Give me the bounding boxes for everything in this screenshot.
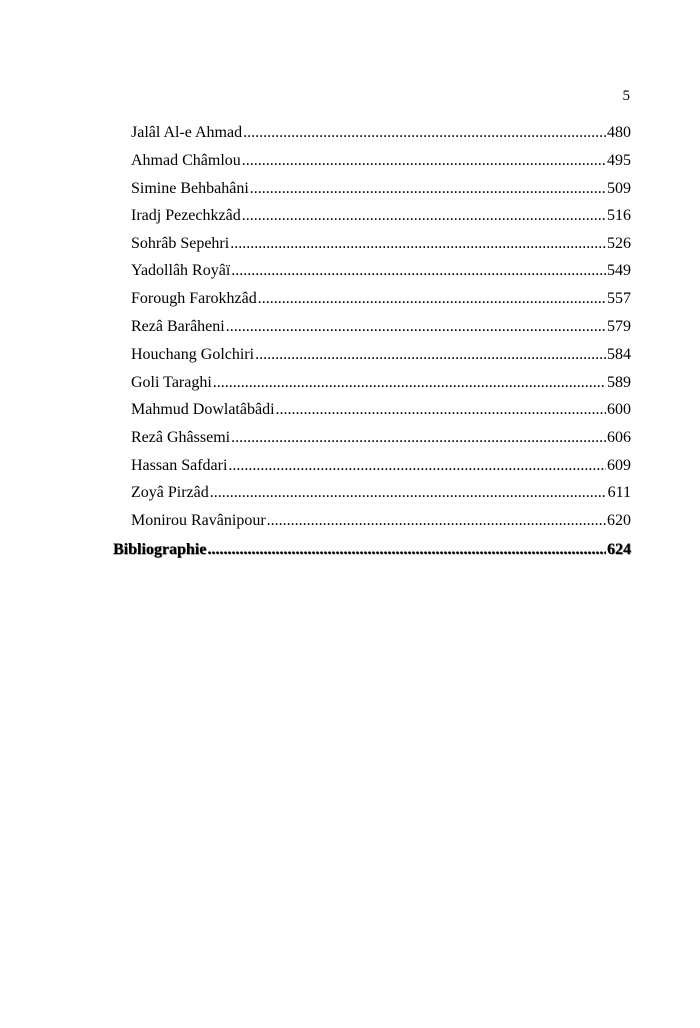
- toc-entry-page: 516: [607, 207, 631, 224]
- toc-entry-page: 557: [607, 290, 631, 307]
- toc-entry-title: Iradj Pezechkzâd: [131, 207, 241, 224]
- toc-entry-title: Monirou Ravânipour: [131, 512, 266, 529]
- toc-entry-title: Zoyâ Pirzâd: [131, 484, 209, 501]
- toc-leader-dots: [258, 288, 606, 310]
- toc-entry-page: 549: [607, 262, 631, 279]
- toc-entry-page: 600: [607, 401, 631, 418]
- toc-entry: [131, 455, 631, 477]
- toc-leader-dots: [231, 260, 606, 282]
- toc-leader-dots: [243, 122, 606, 144]
- toc-entry: [131, 178, 631, 200]
- toc-leader-dots: [250, 178, 606, 200]
- toc-leader-dots: [228, 455, 606, 477]
- toc-leader-dots: [255, 344, 606, 366]
- toc-entry-title: Jalâl Al-e Ahmad: [131, 124, 243, 141]
- toc-entry: [131, 150, 631, 172]
- toc-entry-title: Mahmud Dowlatâbâdi: [131, 401, 275, 418]
- toc-entry-title: Rezâ Ghâssemi: [131, 429, 231, 446]
- toc-leader-dots: [276, 399, 606, 421]
- toc-leader-dots: [242, 205, 606, 227]
- toc-leader-dots: [210, 482, 607, 504]
- toc-entry-page: 584: [607, 346, 631, 363]
- toc-entry: [131, 510, 631, 532]
- toc-entry-page: 480: [607, 124, 631, 141]
- toc-entry-page: 526: [607, 235, 631, 252]
- toc-leader-dots: [230, 233, 606, 255]
- toc-entry-title: Ahmad Châmlou: [131, 152, 241, 169]
- toc-entry: [131, 316, 631, 338]
- toc-entry: [131, 427, 631, 449]
- toc-main-entry-page: 624: [607, 541, 631, 558]
- toc-main-entry: [113, 539, 631, 561]
- toc-entry: [131, 122, 631, 144]
- toc-entry: [131, 205, 631, 227]
- toc-entry-page: 620: [607, 512, 631, 529]
- toc-entry-page: 611: [607, 484, 631, 501]
- toc-entry-title: Simine Behbahâni: [131, 180, 249, 197]
- page-number: 5: [622, 88, 630, 104]
- toc-entry-page: 579: [607, 318, 631, 335]
- toc-entry-title: Houchang Golchiri: [131, 346, 255, 363]
- toc-leader-dots: [207, 539, 606, 561]
- toc-leader-dots: [242, 150, 606, 172]
- toc-entry-title: Sohrâb Sepehri: [131, 235, 230, 252]
- toc-entry-title: Forough Farokhzâd: [131, 290, 257, 307]
- toc-entry-page: 495: [607, 152, 631, 169]
- toc-entry: [131, 344, 631, 366]
- toc-entry-page: 606: [607, 429, 631, 446]
- toc-entry: [131, 372, 631, 394]
- toc-leader-dots: [267, 510, 606, 532]
- toc-leader-dots: [226, 316, 606, 338]
- toc-entry-page: 509: [607, 180, 631, 197]
- toc-leader-dots: [213, 372, 606, 394]
- toc-entry-page: 589: [607, 374, 631, 391]
- toc-entry-title: Hassan Safdari: [131, 457, 228, 474]
- toc-entry-title: Goli Taraghi: [131, 374, 212, 391]
- toc-entry: [131, 399, 631, 421]
- toc-entry: [131, 233, 631, 255]
- toc-entry: [131, 260, 631, 282]
- toc-entry-title: Yadollâh Royâï: [131, 262, 231, 279]
- toc-leader-dots: [231, 427, 606, 449]
- toc-entry: [131, 288, 631, 310]
- toc-entry: [131, 482, 631, 504]
- toc-main-entry-title: Bibliographie: [113, 541, 207, 558]
- toc-entry-title: Rezâ Barâheni: [131, 318, 225, 335]
- toc-entry-page: 609: [607, 457, 631, 474]
